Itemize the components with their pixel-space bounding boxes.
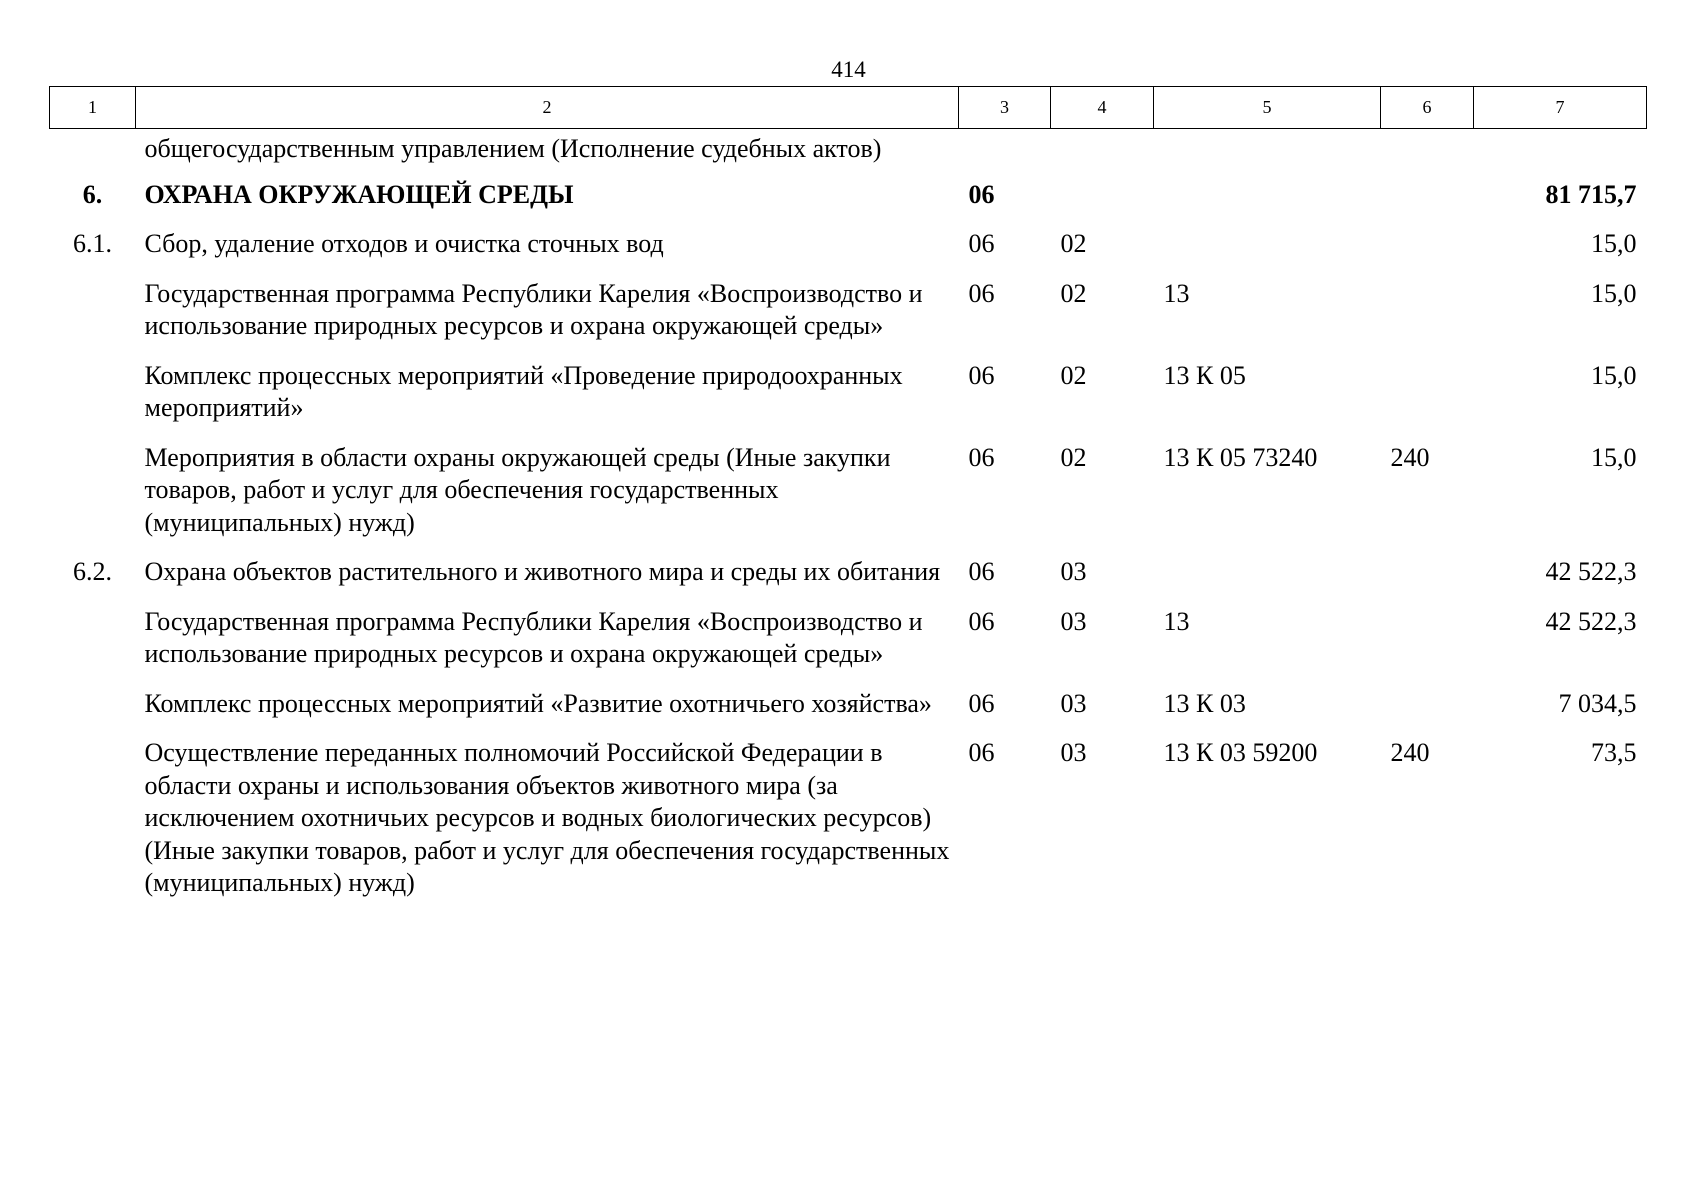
header-cell-4: 4 <box>1051 87 1154 129</box>
row-number <box>50 442 136 557</box>
table-row <box>50 228 1647 278</box>
row-name: Охрана объектов растительного и животного мира и среды их обитания <box>144 557 941 586</box>
row-name: Сбор, удаление отходов и очистка сточных вод <box>144 229 664 258</box>
table-row <box>50 278 1647 360</box>
row-number <box>50 737 136 917</box>
row-subsection-code: 02 <box>1060 278 1087 308</box>
row-section-code: 06 <box>968 278 995 308</box>
table-body <box>50 129 1647 917</box>
row-number: 6. <box>82 179 103 209</box>
row-subsection-code: 02 <box>1060 442 1087 472</box>
row-number <box>50 688 136 738</box>
row-name: Осуществление переданных полномочий Российской Федерации в области охраны и использования объектов животного мира (за исключением охотничьих ресурсов и водных биологических ресурсов) (Иные закупки товаров, работ и услуг для обеспечения государственных (муниципальных) нужд) <box>144 738 950 897</box>
row-name: Комплекс процессных мероприятий «Развитие охотничьего хозяйства» <box>144 688 932 718</box>
row-expense-type-code <box>1381 556 1474 606</box>
row-expense-type-code <box>1381 606 1474 688</box>
header-cell-3: 3 <box>959 87 1051 129</box>
row-amount <box>1474 129 1647 179</box>
row-amount: 81 715,7 <box>1545 179 1637 209</box>
table-row <box>50 129 1647 179</box>
row-section-code: 06 <box>968 229 995 258</box>
row-amount: 15,0 <box>1591 360 1637 390</box>
row-target-article-code <box>1154 556 1381 606</box>
row-section-code: 06 <box>968 557 995 586</box>
header-cell-2: 2 <box>136 87 959 129</box>
row-expense-type-code: 240 <box>1390 738 1430 767</box>
row-name: Государственная программа Республики Карелия «Воспроизводство и использование природных ресурсов и охрана окружающей среды» <box>144 606 923 668</box>
row-target-article-code: 13 К 03 <box>1163 688 1246 718</box>
row-subsection-code: 03 <box>1060 606 1087 636</box>
row-subsection-code: 02 <box>1060 229 1087 258</box>
row-subsection-code <box>1051 129 1154 179</box>
row-section-code <box>959 129 1051 179</box>
row-amount: 73,5 <box>1591 738 1637 767</box>
row-number: 6.1. <box>73 229 112 258</box>
row-name: общегосударственным управлением (Исполнение судебных актов) <box>144 134 882 163</box>
row-target-article-code: 13 К 05 <box>1163 360 1246 390</box>
table-row-section-heading <box>50 179 1647 229</box>
table-row <box>50 606 1647 688</box>
row-amount: 15,0 <box>1591 278 1637 308</box>
row-section-code: 06 <box>968 442 995 472</box>
row-name: Мероприятия в области охраны окружающей среды (Иные закупки товаров, работ и услуг для обеспечения государственных (муниципальных) нужд) <box>144 442 891 537</box>
row-subsection-code: 02 <box>1060 360 1087 390</box>
header-cell-5: 5 <box>1154 87 1381 129</box>
row-section-code: 06 <box>968 179 995 209</box>
row-number <box>50 360 136 442</box>
row-name: ОХРАНА ОКРУЖАЮЩЕЙ СРЕДЫ <box>144 179 574 209</box>
row-section-code: 06 <box>968 688 995 718</box>
row-expense-type-code <box>1381 278 1474 360</box>
row-expense-type-code <box>1381 688 1474 738</box>
header-cell-7: 7 <box>1474 87 1647 129</box>
row-expense-type-code <box>1381 360 1474 442</box>
table-row <box>50 737 1647 917</box>
budget-table <box>49 86 1647 917</box>
row-name: Комплекс процессных мероприятий «Проведение природоохранных мероприятий» <box>144 360 903 422</box>
row-number <box>50 129 136 179</box>
table-row <box>50 556 1647 606</box>
table-row <box>50 688 1647 738</box>
row-section-code: 06 <box>968 606 995 636</box>
row-target-article-code: 13 <box>1163 606 1190 636</box>
row-expense-type-code: 240 <box>1390 442 1430 472</box>
page-number: 414 <box>831 57 866 82</box>
row-name: Государственная программа Республики Карелия «Воспроизводство и использование природных ресурсов и охрана окружающей среды» <box>144 278 923 340</box>
table-header <box>50 87 1647 129</box>
row-subsection-code <box>1051 179 1154 229</box>
header-cell-1: 1 <box>50 87 136 129</box>
header-row <box>50 87 1647 129</box>
row-subsection-code: 03 <box>1060 557 1087 586</box>
row-amount: 15,0 <box>1591 229 1637 258</box>
row-target-article-code: 13 К 03 59200 <box>1163 738 1318 767</box>
row-number: 6.2. <box>73 557 112 586</box>
row-number <box>50 278 136 360</box>
row-number <box>50 606 136 688</box>
header-cell-6: 6 <box>1381 87 1474 129</box>
row-target-article-code <box>1154 129 1381 179</box>
row-subsection-code: 03 <box>1060 688 1087 718</box>
row-target-article-code: 13 <box>1163 278 1190 308</box>
row-amount: 15,0 <box>1591 442 1637 472</box>
row-target-article-code <box>1154 179 1381 229</box>
table-row <box>50 442 1647 557</box>
row-expense-type-code <box>1381 179 1474 229</box>
row-expense-type-code <box>1381 129 1474 179</box>
row-target-article-code <box>1154 228 1381 278</box>
row-target-article-code: 13 К 05 73240 <box>1163 442 1318 472</box>
row-amount: 7 034,5 <box>1558 688 1637 718</box>
row-amount: 42 522,3 <box>1545 557 1637 586</box>
row-subsection-code: 03 <box>1060 738 1087 767</box>
row-expense-type-code <box>1381 228 1474 278</box>
table-row <box>50 360 1647 442</box>
row-amount: 42 522,3 <box>1545 606 1637 636</box>
row-section-code: 06 <box>968 738 995 767</box>
row-section-code: 06 <box>968 360 995 390</box>
